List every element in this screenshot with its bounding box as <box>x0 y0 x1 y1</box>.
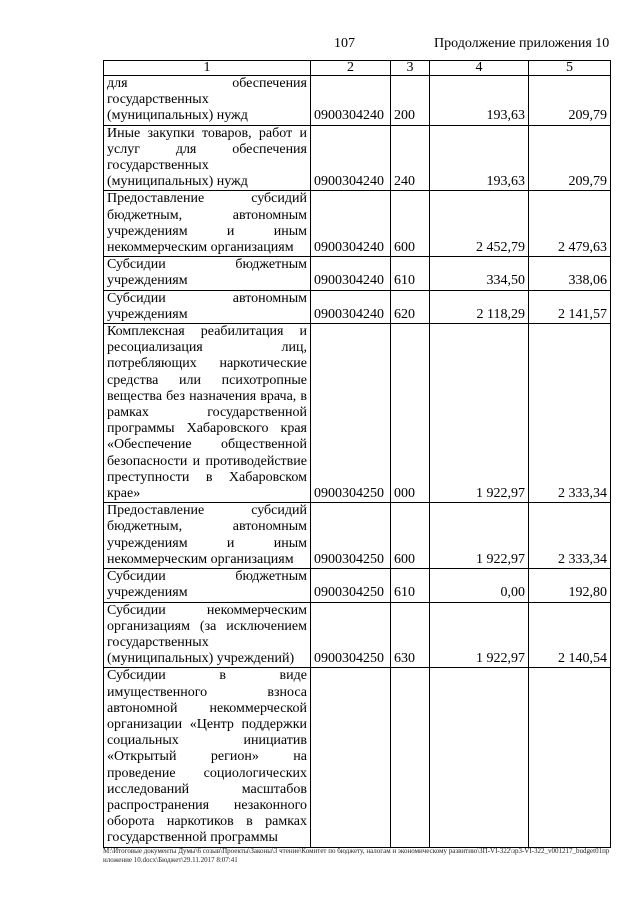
row-name: Предоставление субсидий бюджетным, автономным учреждениям и иным некоммерческим организациям <box>104 503 311 569</box>
amount-year-2: 2 333,34 <box>529 324 611 503</box>
table-row <box>104 668 611 847</box>
amount-year-2: 192,80 <box>529 569 611 602</box>
amount-year-2 <box>529 668 611 847</box>
row-name: Субсидии в виде имущественного взноса автономной некоммерческой организации «Центр поддержки социальных инициатив «Открытый регион» на проведение социологических исследований масштабов распространения незаконного оборота наркотиков в рамках государственной программы <box>104 668 311 847</box>
column-header: 5 <box>529 61 611 76</box>
table-row <box>104 76 611 126</box>
amount-year-1: 193,63 <box>430 125 529 191</box>
target-article-code: 0900304240 <box>311 290 391 323</box>
target-article-code: 0900304240 <box>311 257 391 290</box>
expense-type-code: 610 <box>391 257 430 290</box>
expense-type-code: 630 <box>391 602 430 668</box>
target-article-code: 0900304240 <box>311 125 391 191</box>
expense-type-code: 610 <box>391 569 430 602</box>
amount-year-1: 1 922,97 <box>430 602 529 668</box>
expense-type-code <box>391 668 430 847</box>
amount-year-2: 209,79 <box>529 76 611 126</box>
table-row <box>104 290 611 323</box>
table-row <box>104 503 611 569</box>
column-header: 1 <box>104 61 311 76</box>
budget-table <box>103 60 611 848</box>
expense-type-code: 620 <box>391 290 430 323</box>
amount-year-1: 2 452,79 <box>430 191 529 257</box>
amount-year-2: 2 141,57 <box>529 290 611 323</box>
table-row <box>104 125 611 191</box>
expense-type-code: 000 <box>391 324 430 503</box>
target-article-code: 0900304250 <box>311 503 391 569</box>
table-row <box>104 569 611 602</box>
column-header: 4 <box>430 61 529 76</box>
expense-type-code: 200 <box>391 76 430 126</box>
table-row <box>104 191 611 257</box>
column-header: 3 <box>391 61 430 76</box>
amount-year-1: 0,00 <box>430 569 529 602</box>
continuation-label: Продолжение приложения 10 <box>434 36 610 51</box>
row-name: Субсидии бюджетным учреждениям <box>104 257 311 290</box>
target-article-code: 0900304240 <box>311 191 391 257</box>
table-row <box>104 257 611 290</box>
amount-year-2: 2 140,54 <box>529 602 611 668</box>
amount-year-2: 338,06 <box>529 257 611 290</box>
row-name: Иные закупки товаров, работ и услуг для обеспечения государственных (муниципальных) нужд <box>104 125 311 191</box>
row-name: Субсидии бюджетным учреждениям <box>104 569 311 602</box>
target-article-code: 0900304250 <box>311 569 391 602</box>
row-name: Субсидии автономным учреждениям <box>104 290 311 323</box>
amount-year-2: 209,79 <box>529 125 611 191</box>
amount-year-1 <box>430 668 529 847</box>
target-article-code: 0900304250 <box>311 602 391 668</box>
amount-year-1: 1 922,97 <box>430 324 529 503</box>
amount-year-1: 1 922,97 <box>430 503 529 569</box>
footer-file-path: M:\Итоговые документы Думы\6 созыв\Проекты\Законы\3 чтение\Комитет по бюджету, налогам и экономическому развитию\ЗП-VI-322\зр3-VI-322_v001217_budget01приложение 10.docx\Бюджет\29.11.2017 8:07:41 <box>103 847 610 864</box>
target-article-code: 0900304240 <box>311 76 391 126</box>
row-name: Комплексная реабилитация и ресоциализация лиц, потребляющих наркотические средства или психотропные вещества без назначения врача, в рамках государственной программы Хабаровского края «Обеспечение общественной безопасности и противодействие преступности в Хабаровском крае» <box>104 324 311 503</box>
expense-type-code: 240 <box>391 125 430 191</box>
amount-year-2: 2 333,34 <box>529 503 611 569</box>
expense-type-code: 600 <box>391 503 430 569</box>
amount-year-1: 2 118,29 <box>430 290 529 323</box>
target-article-code <box>311 668 391 847</box>
row-name: для обеспечения государственных (муниципальных) нужд <box>104 76 311 126</box>
amount-year-1: 193,63 <box>430 76 529 126</box>
table-row <box>104 324 611 503</box>
amount-year-2: 2 479,63 <box>529 191 611 257</box>
amount-year-1: 334,50 <box>430 257 529 290</box>
page-number: 107 <box>334 36 355 51</box>
expense-type-code: 600 <box>391 191 430 257</box>
row-name: Предоставление субсидий бюджетным, автономным учреждениям и иным некоммерческим организациям <box>104 191 311 257</box>
table-row <box>104 602 611 668</box>
column-header: 2 <box>311 61 391 76</box>
target-article-code: 0900304250 <box>311 324 391 503</box>
table-header-row <box>104 61 611 76</box>
row-name: Субсидии некоммерческим организациям (за исключением государственных (муниципальных) учреждений) <box>104 602 311 668</box>
